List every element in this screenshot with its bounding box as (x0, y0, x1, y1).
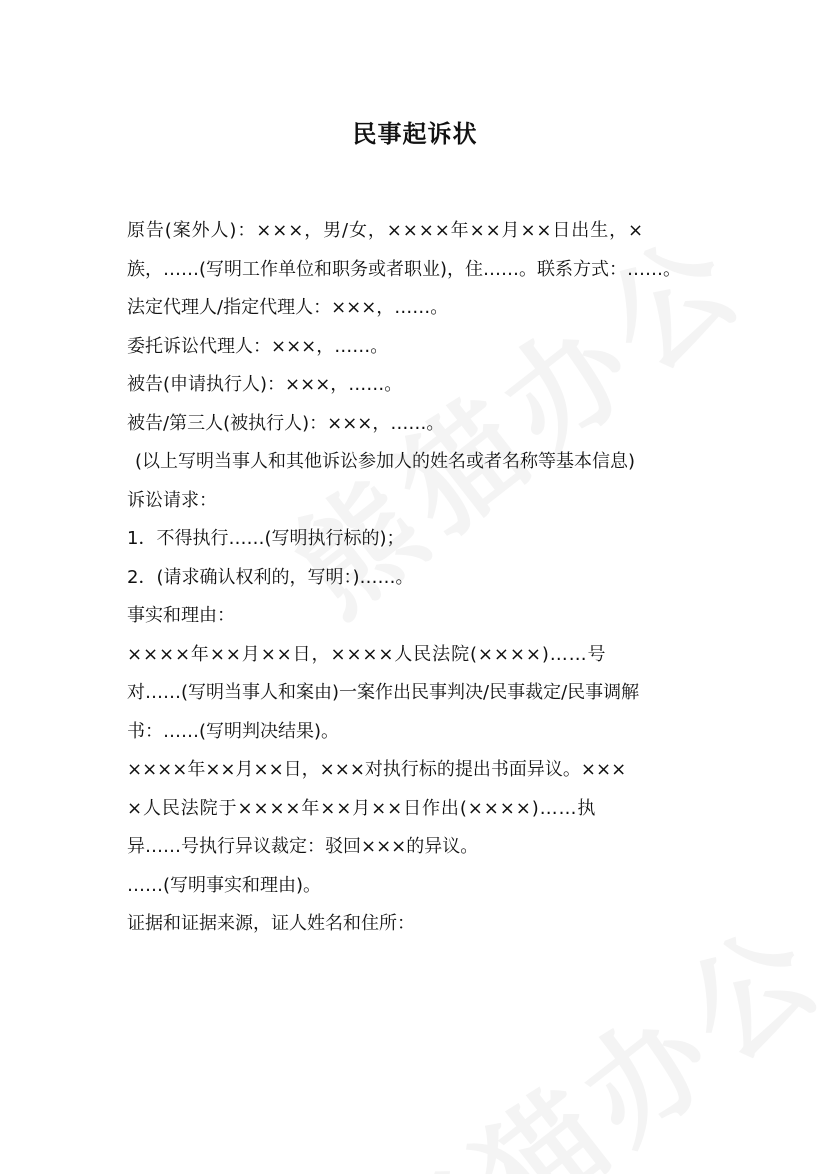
facts-paragraph-1-line-1: ××××年××月××日，××××人民法院(××××)……号 (127, 643, 607, 665)
facts-paragraph-2-line-1: ××××年××月××日，×××对执行标的提出书面异议。××× (127, 759, 627, 780)
plaintiff-line-2: 族，……(写明工作单位和职务或者职业)，住……。联系方式：……。 (127, 258, 682, 280)
claim-item-2: 2．(请求确认权利的，写明：)……。 (127, 566, 414, 588)
defendant-line: 被告(申请执行人)：×××，……。 (127, 374, 403, 395)
facts-paragraph-3: ……(写明事实和理由)。 (127, 874, 322, 896)
facts-paragraph-2-line-2: ×人民法院于××××年××月××日作出(××××)……执 (127, 797, 597, 819)
third-party-line: 被告/第三人(被执行人)：×××，……。 (127, 412, 445, 434)
document-body (127, 212, 712, 944)
plaintiff-line-1: 原告(案外人)：×××，男/女，××××年××月××日出生，× (127, 220, 644, 241)
facts-heading: 事实和理由： (127, 605, 235, 626)
note-line: (以上写明当事人和其他诉讼参加人的姓名或者名称等基本信息) (135, 451, 636, 472)
evidence-heading: 证据和证据来源，证人姓名和住所： (127, 913, 415, 934)
legal-representative-line: 法定代理人/指定代理人：×××，……。 (127, 297, 449, 318)
claims-heading: 诉讼请求： (127, 489, 217, 511)
facts-paragraph-1-line-3: 书：……(写明判决结果)。 (127, 720, 340, 742)
agent-line: 委托诉讼代理人：×××，……。 (127, 335, 389, 357)
facts-paragraph-2-line-3: 异……号执行异议裁定：驳回×××的异议。 (127, 836, 479, 857)
document-title: 民事起诉状 (352, 120, 478, 148)
claim-item-1: 1．不得执行……(写明执行标的)； (127, 528, 405, 549)
facts-paragraph-1-line-2: 对……(写明当事人和案由)一案作出民事判决/民事裁定/民事调解 (127, 682, 640, 703)
